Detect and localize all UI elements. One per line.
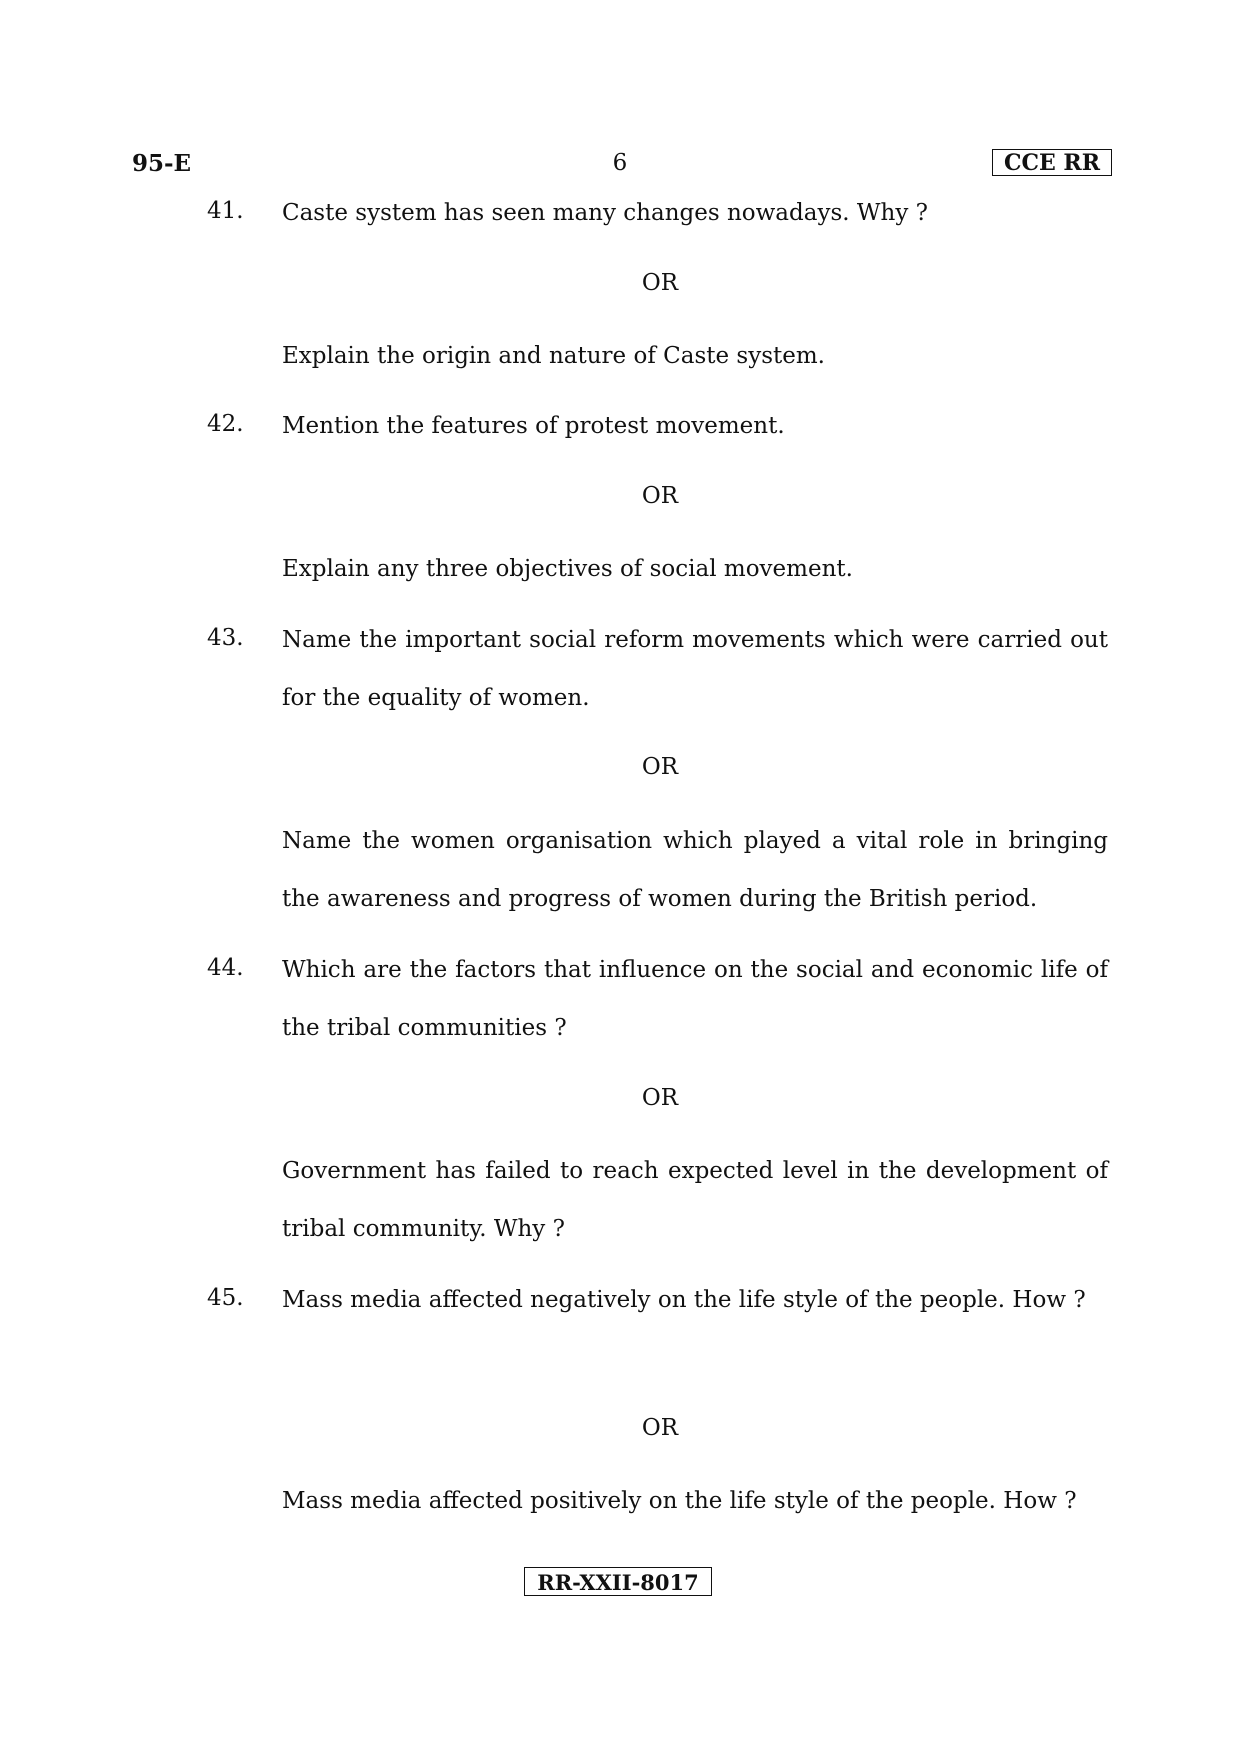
question-text: Mass media affected negatively on the life style of the people. How ? — [282, 1287, 1086, 1313]
question-text: Mention the features of protest movement. — [282, 413, 785, 439]
footer-code-box: RR-XXII-8017 — [524, 1567, 712, 1596]
paper-code-box: CCE RR — [992, 149, 1112, 176]
question-number: 43. — [207, 625, 244, 651]
question-number: 42. — [207, 411, 244, 437]
question-number: 41. — [207, 198, 244, 224]
subject-code: 95-E — [132, 150, 192, 177]
or-separator: OR — [641, 1085, 679, 1111]
or-separator: OR — [641, 270, 679, 296]
alternative-text: Explain any three objectives of social movement. — [282, 556, 853, 582]
question-number: 44. — [207, 955, 244, 981]
alternative-text: Name the women organisation which played a vital role in bringing the awareness and progress of women during the British period. — [282, 828, 1108, 912]
question-text: Name the important social reform movements which were carried out for the equality of women. — [282, 627, 1108, 711]
alternative-text: Explain the origin and nature of Caste system. — [282, 343, 825, 369]
page-number: 6 — [612, 150, 628, 176]
question-number: 45. — [207, 1285, 244, 1311]
alternative-text: Mass media affected positively on the life style of the people. How ? — [282, 1488, 1077, 1514]
alternative-text: Government has failed to reach expected level in the development of tribal community. Why ? — [282, 1158, 1108, 1242]
question-text: Caste system has seen many changes nowadays. Why ? — [282, 200, 928, 226]
question-text: Which are the factors that influence on the social and economic life of the tribal communities ? — [282, 957, 1108, 1041]
or-separator: OR — [641, 754, 679, 780]
or-separator: OR — [641, 1415, 679, 1441]
or-separator: OR — [641, 483, 679, 509]
